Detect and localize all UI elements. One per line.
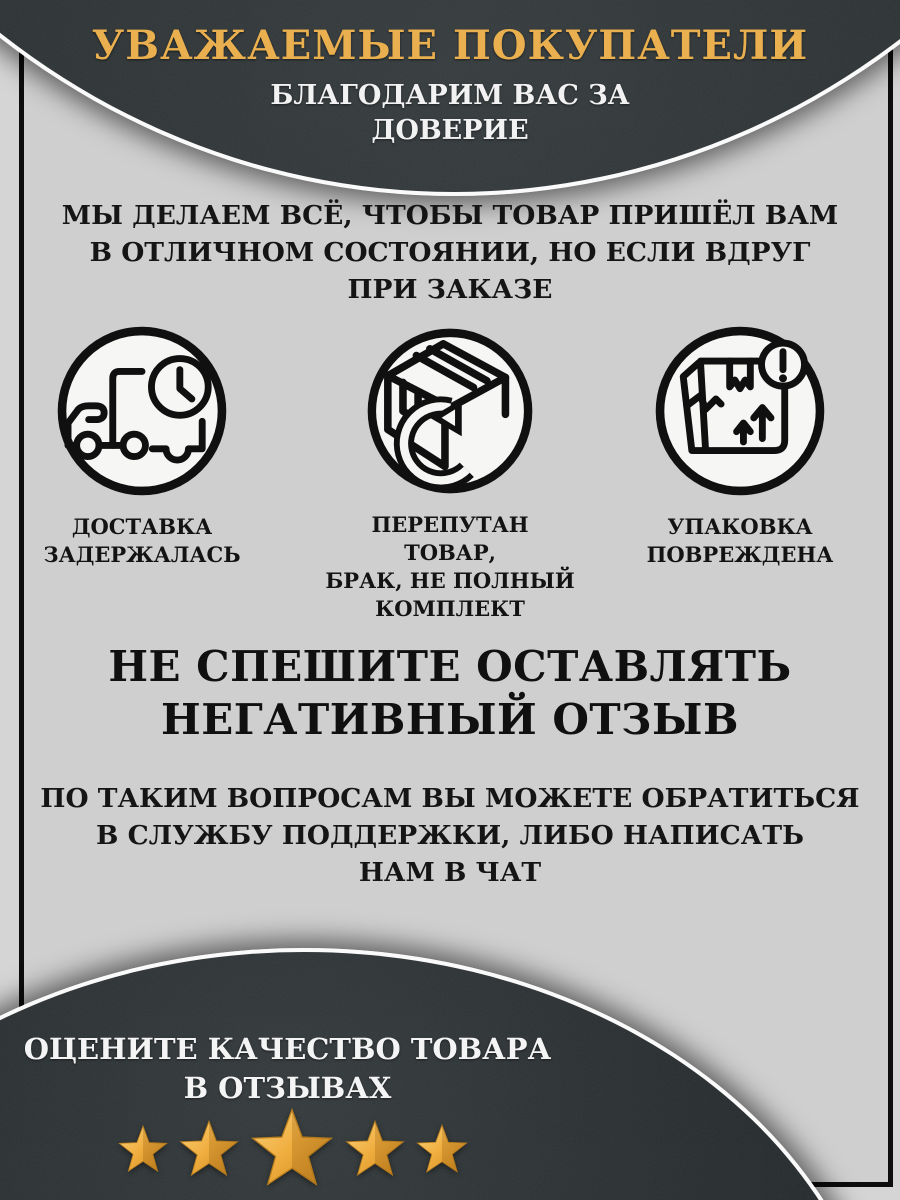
- intro-line: МЫ ДЕЛАЕМ ВСЁ, ЧТОБЫ ТОВАР ПРИШЁЛ ВАМ: [61, 200, 839, 231]
- issue-damaged-packaging: [615, 325, 865, 569]
- star-icon: [178, 1120, 240, 1182]
- issue-label-line: ПЕРЕПУТАН ТОВАР,: [371, 512, 529, 565]
- subtitle-line: ДОВЕРИЕ: [371, 115, 529, 147]
- page-subtitle: [0, 78, 900, 148]
- box-return-arrow-icon: [366, 327, 534, 495]
- support-line: ПО ТАКИМ ВОПРОСАМ ВЫ МОЖЕТЕ ОБРАТИТЬСЯ: [40, 783, 860, 814]
- issue-label-line: БРАК, НЕ ПОЛНЫЙ: [325, 567, 575, 593]
- intro-line: В ОТЛИЧНОМ СОСТОЯНИИ, НО ЕСЛИ ВДРУГ: [89, 237, 811, 269]
- warning-line: НЕ СПЕШИТЕ ОСТАВЛЯТЬ: [108, 642, 792, 691]
- issue-label: [17, 513, 267, 569]
- issue-label-line: ДОСТАВКА: [71, 514, 213, 539]
- support-line: В СЛУЖБУ ПОДДЕРЖКИ, ЛИБО НАПИСАТЬ: [96, 820, 804, 852]
- delivery-truck-clock-icon: [56, 325, 228, 497]
- support-line: НАМ В ЧАТ: [358, 857, 542, 889]
- intro-line: ПРИ ЗАКАЗЕ: [347, 274, 553, 306]
- subtitle-line: БЛАГОДАРИМ ВАС ЗА: [270, 80, 630, 111]
- rate-product-line: ОЦЕНИТЕ КАЧЕСТВО ТОВАРА: [23, 1032, 552, 1066]
- issue-label-line: УПАКОВКА: [667, 514, 813, 539]
- support-paragraph: [0, 780, 900, 891]
- star-icon: [415, 1124, 469, 1178]
- star-icon: [117, 1125, 169, 1177]
- damaged-package-icon: [654, 325, 826, 497]
- issue-label-line: КОМПЛЕКТ: [375, 595, 525, 621]
- issue-label-line: ПОВРЕЖДЕНА: [646, 541, 834, 567]
- warning-line: НЕГАТИВНЫЙ ОТЗЫВ: [161, 695, 739, 745]
- issue-label: [325, 511, 575, 623]
- issue-label-line: ЗАДЕРЖАЛАСЬ: [43, 541, 241, 567]
- intro-paragraph: [0, 197, 900, 308]
- issue-label: [615, 513, 865, 569]
- star-icon: [249, 1108, 335, 1194]
- warning-headline: [0, 640, 900, 747]
- rating-stars: [0, 1108, 585, 1194]
- star-icon: [344, 1120, 406, 1182]
- page-title: УВАЖАЕМЫЕ ПОКУПАТЕЛИ: [91, 22, 809, 69]
- issue-delivery-delayed: [17, 325, 267, 569]
- rate-product-callout: [0, 1030, 575, 1108]
- rate-product-line: В ОТЗЫВАХ: [183, 1071, 392, 1106]
- issue-wrong-item-defect: [325, 325, 575, 623]
